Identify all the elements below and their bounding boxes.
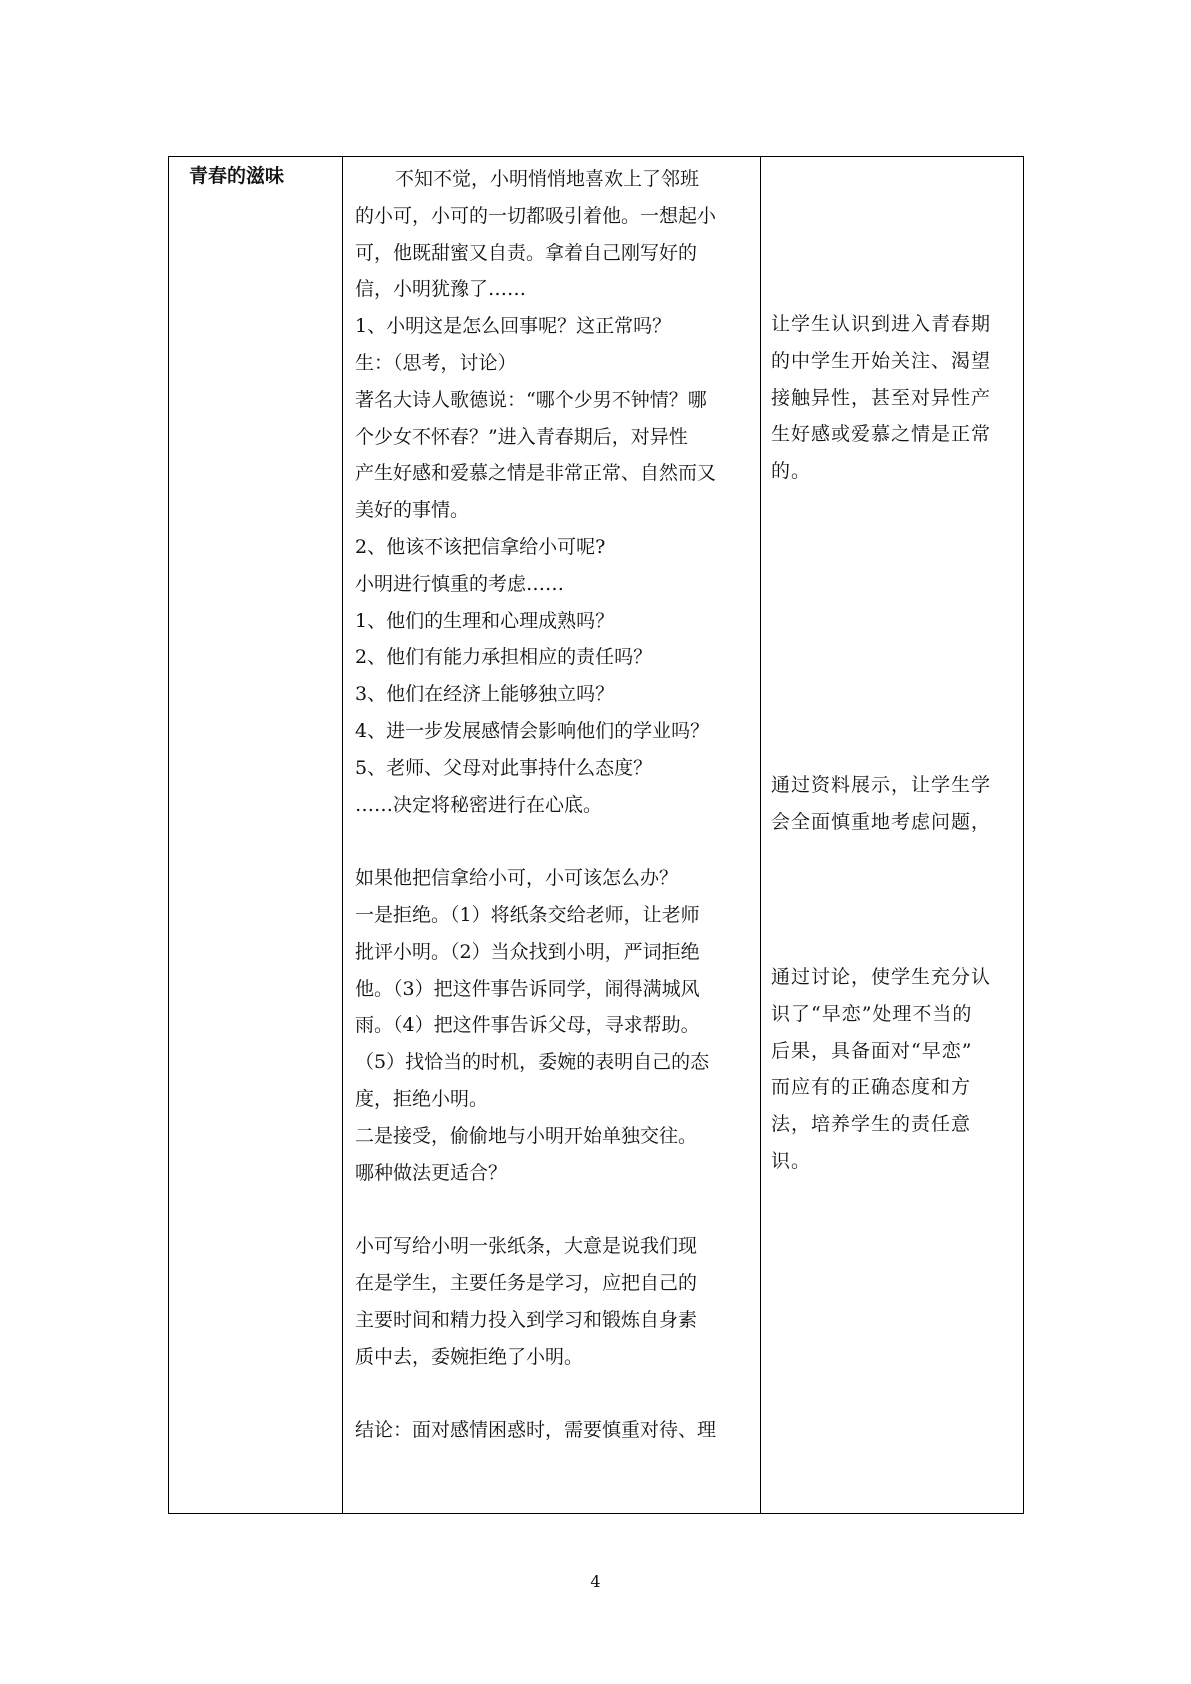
content-line: 生：（思考，讨论）: [355, 351, 517, 374]
section-title-cell: [169, 157, 342, 1513]
content-line: 1、他们的生理和心理成熟吗？: [355, 609, 615, 632]
note-line: 生好感或爱慕之情是正常: [771, 423, 992, 446]
content-line: 4、进一步发展感情会影响他们的学业吗？: [355, 719, 710, 742]
paragraph-gap: [355, 1375, 750, 1412]
note-line: 识。: [771, 1149, 812, 1172]
content-line: 他。（3）把这件事告诉同学，闹得满城风: [355, 977, 700, 1000]
content-line: 美好的事情。: [355, 499, 470, 522]
content-line: 如果他把信拿给小可，小可该怎么办？: [355, 867, 679, 890]
content-line: 质中去，委婉拒绝了小明。: [355, 1345, 584, 1368]
content-line: 批评小明。（2）当众找到小明，严词拒绝: [355, 940, 700, 963]
content-line: 信，小明犹豫了……: [355, 278, 527, 301]
content-line: 产生好感和爱慕之情是非常正常、自然而又: [355, 462, 717, 485]
content-line: 5、老师、父母对此事持什么态度？: [355, 756, 653, 779]
paragraph-gap: [355, 1191, 750, 1228]
content-line: 二是接受，偷偷地与小明开始单独交往。: [355, 1124, 698, 1147]
section-title: 青春的滋味: [189, 165, 285, 187]
note-block: [771, 959, 1017, 1180]
note-line: 通过资料展示，让学生学: [771, 774, 992, 796]
content-line: 度，拒绝小明。: [355, 1087, 489, 1110]
note-line: 接触异性，甚至对异性产: [771, 386, 992, 409]
note-block: [771, 306, 1017, 490]
content-line: ……决定将秘密进行在心底。: [355, 793, 603, 816]
content-line: 2、他们有能力承担相应的责任吗？: [355, 646, 653, 669]
notes-cell: [761, 157, 1025, 1513]
content-line: 结论：面对感情困惑时，需要慎重对待、理: [355, 1419, 717, 1442]
content-line: 哪种做法更适合？: [355, 1161, 508, 1184]
lesson-plan-table: [168, 156, 1024, 1514]
content-line: 一是拒绝。（1）将纸条交给老师，让老师: [355, 903, 700, 926]
content-line: 在是学生，主要任务是学习，应把自己的: [355, 1271, 698, 1294]
note-line: 的中学生开始关注、渴望: [771, 349, 992, 372]
note-line: 法，培养学生的责任意: [771, 1113, 972, 1136]
note-line: 通过讨论，使学生充分认: [771, 966, 992, 988]
content-line: 主要时间和精力投入到学习和锻炼自身素: [355, 1308, 698, 1331]
content-line: 3、他们在经济上能够独立吗？: [355, 683, 615, 706]
note-line: 而应有的正确态度和方: [771, 1076, 972, 1099]
note-line: 后果，具备面对“早恋”: [771, 1039, 973, 1062]
paragraph-gap: [355, 823, 750, 860]
page-number: 4: [590, 1572, 601, 1591]
content-line: 雨。（4）把这件事告诉父母，寻求帮助。: [355, 1014, 700, 1037]
note-block: [771, 767, 1017, 841]
content-cell: [343, 157, 760, 1513]
content-line: 个少女不怀春？”进入青春期后，对异性: [355, 425, 688, 448]
content-line: 不知不觉，小明悄悄地喜欢上了邻班: [395, 168, 700, 190]
content-line: 小明进行慎重的考虑……: [355, 572, 565, 595]
content-line: 可，他既甜蜜又自责。拿着自己刚写好的: [355, 241, 698, 264]
note-line: 会全面慎重地考虑问题，: [771, 810, 992, 833]
note-line: 识了“早恋”处理不当的: [771, 1002, 973, 1025]
content-line: 著名大诗人歌德说：“哪个少男不钟情？哪: [355, 388, 707, 411]
content-line: 2、他该不该把信拿给小可呢?: [355, 535, 606, 558]
note-line: 让学生认识到进入青春期: [771, 313, 992, 335]
content-line: 的小可，小可的一切都吸引着他。一想起小: [355, 204, 717, 227]
content-line: 小可写给小明一张纸条，大意是说我们现: [355, 1235, 698, 1258]
content-line: 1、小明这是怎么回事呢？这正常吗？: [355, 315, 672, 338]
note-line: 的。: [771, 460, 812, 483]
content-text: [355, 161, 750, 1449]
content-line: （5）找恰当的时机，委婉的表明自己的态: [355, 1051, 710, 1074]
